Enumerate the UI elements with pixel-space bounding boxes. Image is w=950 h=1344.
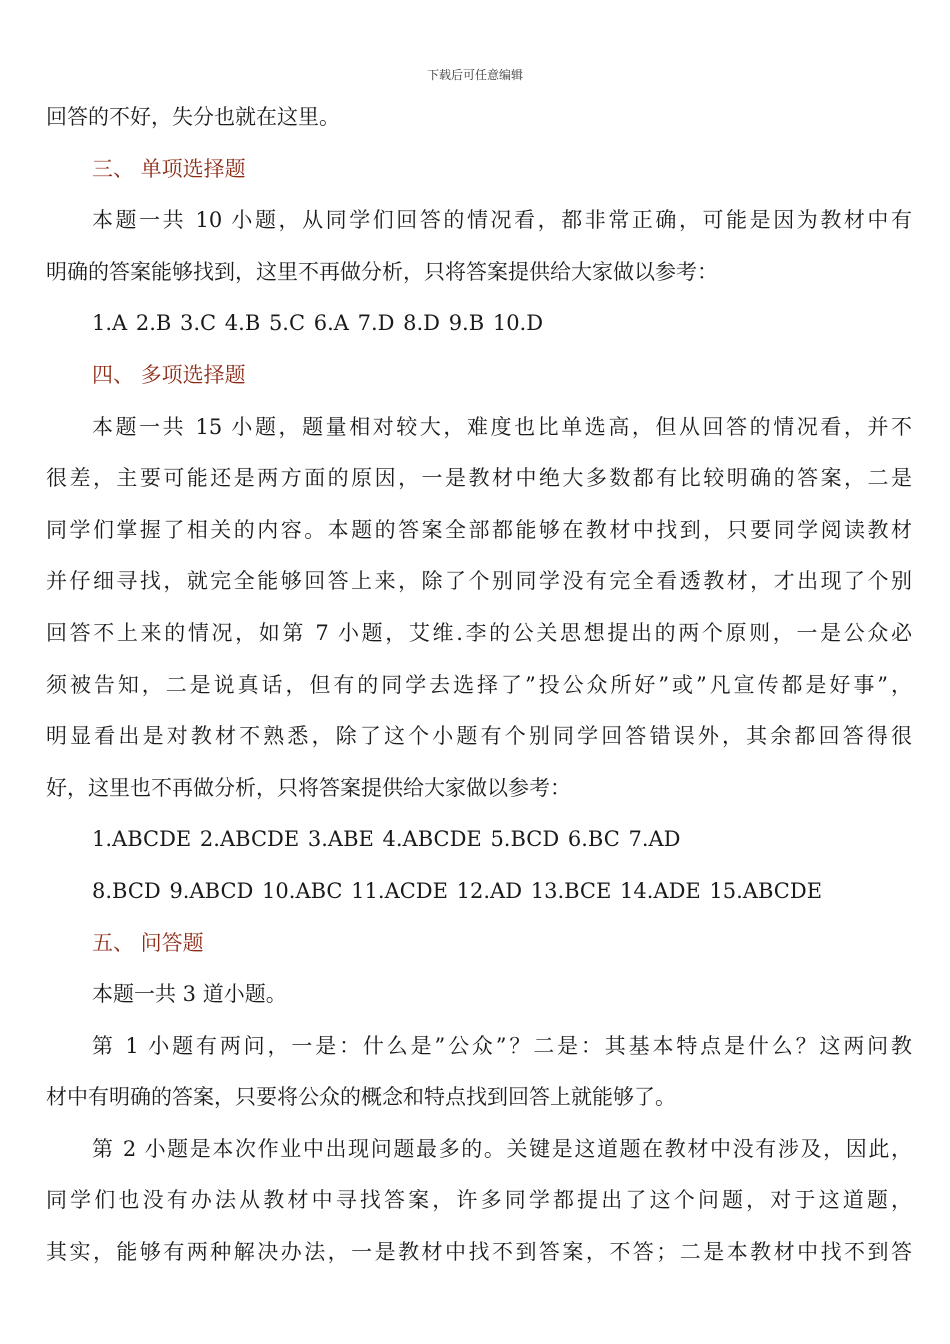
text-line: 材中有明确的答案，只要将公众的概念和特点找到回答上就能够了。 — [46, 1085, 676, 1110]
text-line: 很差，主要可能还是两方面的原因，一是教材中绝大多数都有比较明确的答案，二是 — [46, 466, 912, 491]
document-body — [46, 92, 912, 1279]
section-heading: 五、 问答题 — [92, 930, 204, 955]
text-line: 回答的不好，失分也就在这里。 — [46, 105, 340, 129]
section-heading: 四、 多项选择题 — [92, 362, 246, 387]
answer-key-line: 1.ABCDE 2.ABCDE 3.ABE 4.ABCDE 5.BCD 6.BC 7.AD — [92, 827, 681, 852]
text-line: 同学们也没有办法从教材中寻找答案，许多同学都提出了这个问题，对于这道题， — [46, 1188, 912, 1213]
section-heading: 三、 单项选择题 — [92, 156, 246, 181]
text-line: 须被告知，二是说真话，但有的同学去选择了”投公众所好”或”凡宣传都是好事”， — [46, 672, 912, 697]
paragraph-first-line: 第 2 小题是本次作业中出现问题最多的。关键是这道题在教材中没有涉及，因此， — [92, 1136, 912, 1161]
text-line: 并仔细寻找，就完全能够回答上来，除了个别同学没有完全看透教材，才出现了个别 — [46, 569, 912, 594]
text-line: 其实，能够有两种解决办法，一是教材中找不到答案，不答；二是本教材中找不到答 — [46, 1240, 912, 1265]
page-header: 下载后可任意编辑 — [426, 68, 523, 82]
text-line: 好，这里也不再做分析，只将答案提供给大家做以参考： — [46, 775, 571, 800]
answer-key-line: 1.A 2.B 3.C 4.B 5.C 6.A 7.D 8.D 9.B 10.D — [92, 311, 544, 336]
text-line: 明显看出是对教材不熟悉，除了这个小题有个别同学回答错误外，其余都回答得很 — [46, 724, 912, 749]
paragraph-first-line: 第 1 小题有两问，一是：什么是”公众”？二是：其基本特点是什么？这两问教 — [92, 1033, 912, 1058]
paragraph-first-line: 本题一共 3 道小题。 — [92, 982, 287, 1007]
paragraph-first-line: 本题一共 10 小题，从同学们回答的情况看，都非常正确，可能是因为教材中有 — [92, 208, 912, 233]
paragraph-first-line: 本题一共 15 小题，题量相对较大，难度也比单选高，但从回答的情况看，并不 — [92, 414, 912, 439]
text-line: 明确的答案能够找到，这里不再做分析，只将答案提供给大家做以参考： — [46, 259, 718, 284]
text-line: 同学们掌握了相关的内容。本题的答案全部都能够在教材中找到，只要同学阅读教材 — [46, 517, 912, 542]
text-line: 回答不上来的情况，如第 7 小题，艾维.李的公关思想提出的两个原则，一是公众必 — [46, 620, 912, 645]
answer-key-line: 8.BCD 9.ABCD 10.ABC 11.ACDE 12.AD 13.BCE 14.ADE 15.ABCDE — [92, 878, 823, 903]
